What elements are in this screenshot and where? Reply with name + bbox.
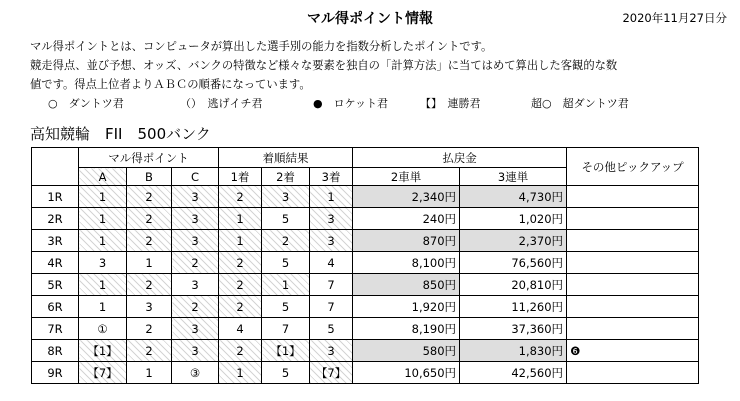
results-group-header: 着順結果 <box>219 148 353 168</box>
payout-sanrentan-cell: 37,360円 <box>460 318 567 340</box>
point-a-cell: 【1】 <box>79 340 127 362</box>
point-c-cell: 3 <box>172 340 219 362</box>
result-second-cell: 【1】 <box>262 340 310 362</box>
description-line: 競走得点、並び予想、オッズ、バンクの特徴など様々な要素を独自の「計算方法」に当てはめて算出した客観的な数 <box>30 59 618 72</box>
payout-sanrentan-cell: 1,020円 <box>460 208 567 230</box>
race-cell: 1R <box>32 186 79 208</box>
venue-heading: 高知競輪 FII 500バンク <box>30 125 211 143</box>
result-first-cell: 1 <box>219 362 262 384</box>
result-first-cell: 1 <box>219 230 262 252</box>
payout-nishatan-cell: 1,920円 <box>353 296 460 318</box>
race-cell: 9R <box>32 362 79 384</box>
description-line: マル得ポイントとは、コンピュータが算出した選手別の能力を指数分析したポイントです。 <box>30 40 493 53</box>
payout-nishatan-cell: 240円 <box>353 208 460 230</box>
table-row <box>32 186 699 208</box>
point-c-cell: 2 <box>172 296 219 318</box>
race-cell: 2R <box>32 208 79 230</box>
table-row <box>32 318 699 340</box>
point-b-cell: 2 <box>127 186 172 208</box>
point-b-cell: 2 <box>127 318 172 340</box>
result-second-cell: 7 <box>262 318 310 340</box>
point-a-cell: 1 <box>79 274 127 296</box>
payout-sanrentan-cell: 42,560円 <box>460 362 567 384</box>
race-cell: 7R <box>32 318 79 340</box>
payout-nishatan-cell: 2,340円 <box>353 186 460 208</box>
col-first-header: 1着 <box>219 168 262 186</box>
race-header-cell <box>32 148 79 186</box>
result-second-cell: 5 <box>262 208 310 230</box>
result-second-cell: 5 <box>262 252 310 274</box>
point-b-cell: 2 <box>127 230 172 252</box>
pickup-cell <box>567 318 699 340</box>
pickup-cell <box>567 252 699 274</box>
payout-sanrentan-cell: 11,260円 <box>460 296 567 318</box>
point-b-cell: 1 <box>127 362 172 384</box>
legend-item-renshou: 【】 連勝君 <box>420 97 481 110</box>
point-c-cell: 3 <box>172 208 219 230</box>
result-third-cell: 3 <box>310 340 353 362</box>
report-date: 2020年11月27日分 <box>622 11 727 25</box>
result-first-cell: 2 <box>219 186 262 208</box>
table-row <box>32 230 699 252</box>
table-row <box>32 362 699 384</box>
pickup-cell <box>567 230 699 252</box>
payout-nishatan-cell: 8,190円 <box>353 318 460 340</box>
race-cell: 5R <box>32 274 79 296</box>
result-first-cell: 2 <box>219 274 262 296</box>
table-row <box>32 296 699 318</box>
point-c-cell: 3 <box>172 274 219 296</box>
pickup-header: その他ピックアップ <box>567 148 699 186</box>
result-third-cell: 7 <box>310 296 353 318</box>
point-a-cell: 1 <box>79 208 127 230</box>
pickup-cell <box>567 274 699 296</box>
result-third-cell: 3 <box>310 230 353 252</box>
result-first-cell: 2 <box>219 296 262 318</box>
pickup-cell <box>567 208 699 230</box>
points-group-header: マル得ポイント <box>79 148 219 168</box>
point-c-cell: 3 <box>172 230 219 252</box>
point-a-cell: 【7】 <box>79 362 127 384</box>
result-third-cell: 【7】 <box>310 362 353 384</box>
payout-sanrentan-cell: 4,730円 <box>460 186 567 208</box>
table-row <box>32 340 699 362</box>
point-c-cell: 3 <box>172 186 219 208</box>
result-third-cell: 4 <box>310 252 353 274</box>
payout-nishatan-cell: 10,650円 <box>353 362 460 384</box>
payout-nishatan-cell: 850円 <box>353 274 460 296</box>
result-first-cell: 4 <box>219 318 262 340</box>
payout-nishatan-cell: 580円 <box>353 340 460 362</box>
pickup-cell <box>567 362 699 384</box>
col-c-header: C <box>172 168 219 186</box>
point-c-cell: 3 <box>172 318 219 340</box>
result-first-cell: 1 <box>219 208 262 230</box>
col-a-header: A <box>79 168 127 186</box>
result-second-cell: 5 <box>262 362 310 384</box>
point-a-cell: 1 <box>79 230 127 252</box>
point-c-cell: 2 <box>172 252 219 274</box>
point-a-cell: 3 <box>79 252 127 274</box>
payout-nishatan-cell: 870円 <box>353 230 460 252</box>
result-third-cell: 5 <box>310 318 353 340</box>
result-second-cell: 2 <box>262 230 310 252</box>
results-table <box>31 147 699 384</box>
col-b-header: B <box>127 168 172 186</box>
col-third-header: 3着 <box>310 168 353 186</box>
pickup-cell <box>567 296 699 318</box>
col-sanrentan-header: 3連単 <box>460 168 567 186</box>
point-b-cell: 2 <box>127 274 172 296</box>
race-cell: 3R <box>32 230 79 252</box>
pickup-cell: ❻ <box>567 340 699 362</box>
table-row <box>32 252 699 274</box>
point-a-cell: 1 <box>79 296 127 318</box>
point-b-cell: 3 <box>127 296 172 318</box>
race-cell: 8R <box>32 340 79 362</box>
col-second-header: 2着 <box>262 168 310 186</box>
legend-item-chou-dantotsu: 超○ 超ダントツ君 <box>531 97 629 110</box>
table-row <box>32 274 699 296</box>
point-c-cell: ③ <box>172 362 219 384</box>
pickup-cell <box>567 186 699 208</box>
legend-item-dantotsu: ○ ダントツ君 <box>48 97 124 110</box>
legend <box>48 95 708 111</box>
payout-sanrentan-cell: 2,370円 <box>460 230 567 252</box>
legend-item-rocket: ● ロケット君 <box>313 97 389 110</box>
result-third-cell: 1 <box>310 186 353 208</box>
result-third-cell: 7 <box>310 274 353 296</box>
description <box>30 37 720 94</box>
page-title: マル得ポイント情報 <box>307 11 433 27</box>
payout-sanrentan-cell: 20,810円 <box>460 274 567 296</box>
payout-sanrentan-cell: 1,830円 <box>460 340 567 362</box>
point-b-cell: 2 <box>127 340 172 362</box>
race-cell: 6R <box>32 296 79 318</box>
result-second-cell: 3 <box>262 186 310 208</box>
payout-sanrentan-cell: 76,560円 <box>460 252 567 274</box>
legend-item-nigeichi: （） 逃げイチ君 <box>180 97 263 110</box>
result-second-cell: 1 <box>262 274 310 296</box>
result-first-cell: 2 <box>219 340 262 362</box>
table-row <box>32 208 699 230</box>
payout-nishatan-cell: 8,100円 <box>353 252 460 274</box>
point-b-cell: 2 <box>127 208 172 230</box>
point-a-cell: 1 <box>79 186 127 208</box>
col-nishatan-header: 2車単 <box>353 168 460 186</box>
payout-group-header: 払戻金 <box>353 148 567 168</box>
point-b-cell: 1 <box>127 252 172 274</box>
race-cell: 4R <box>32 252 79 274</box>
result-second-cell: 5 <box>262 296 310 318</box>
point-a-cell: ① <box>79 318 127 340</box>
description-line: 値です。得点上位者よりＡＢＣの順番になっています。 <box>30 78 311 91</box>
result-first-cell: 2 <box>219 252 262 274</box>
result-third-cell: 3 <box>310 208 353 230</box>
